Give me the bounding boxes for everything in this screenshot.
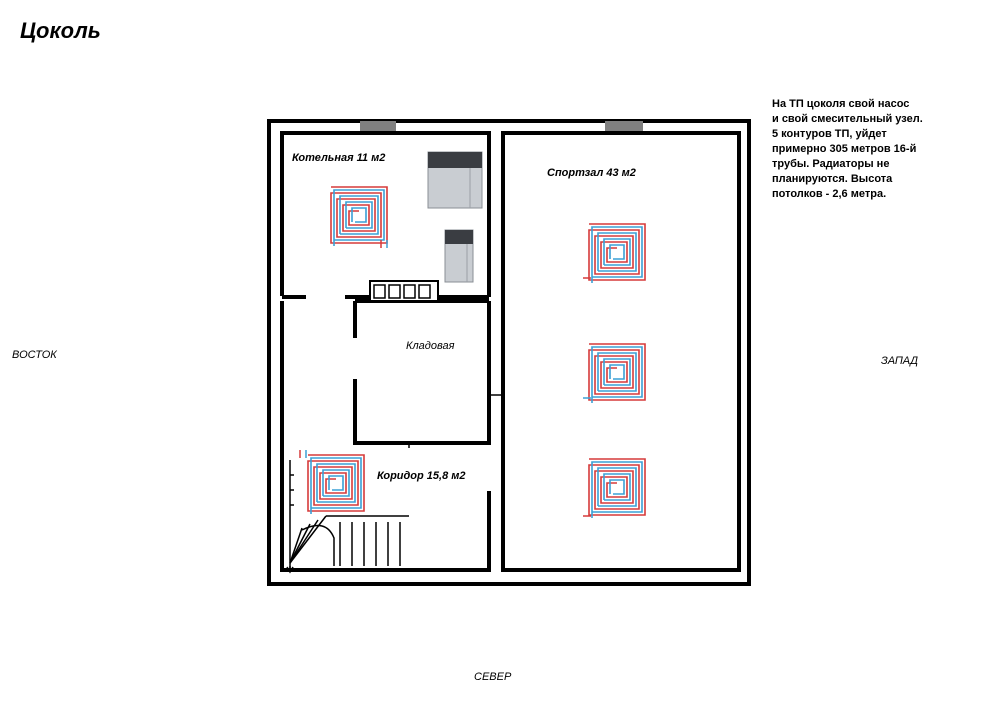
note-line: На ТП цоколя свой насос — [772, 98, 910, 110]
room-label-storage: Кладовая — [406, 340, 455, 352]
manifold — [370, 281, 438, 301]
floor-boiler-icon — [428, 152, 482, 208]
heating-loop-gym-2 — [589, 344, 645, 403]
direction-north-label: СЕВЕР — [474, 671, 512, 683]
note-line: трубы. Радиаторы не — [772, 158, 890, 170]
direction-east-label: ВОСТОК — [12, 349, 57, 361]
room-label-gym: Спортзал 43 м2 — [547, 167, 636, 179]
heating-loop-gym-3 — [589, 459, 645, 518]
water-heater-icon — [445, 230, 473, 282]
note-line: потолков - 2,6 метра. — [772, 188, 887, 200]
note-line: и свой смесительный узел. — [772, 113, 923, 125]
note-line: планируются. Высота — [772, 173, 893, 185]
chimney-right — [605, 121, 643, 132]
heating-loop-gym-1 — [589, 224, 645, 283]
room-label-boiler: Котельная 11 м2 — [292, 152, 386, 164]
page-title: Цоколь — [20, 18, 101, 43]
direction-west-label: ЗАПАД — [881, 355, 919, 367]
note-line: примерно 305 метров 16-й — [772, 143, 917, 155]
note-line: 5 контуров ТП, уйдет — [772, 128, 887, 140]
heating-loop-boiler — [331, 187, 387, 246]
room-label-corridor: Коридор 15,8 м2 — [377, 470, 466, 482]
chimney-left — [360, 121, 396, 132]
heating-loop-corridor — [308, 455, 364, 514]
